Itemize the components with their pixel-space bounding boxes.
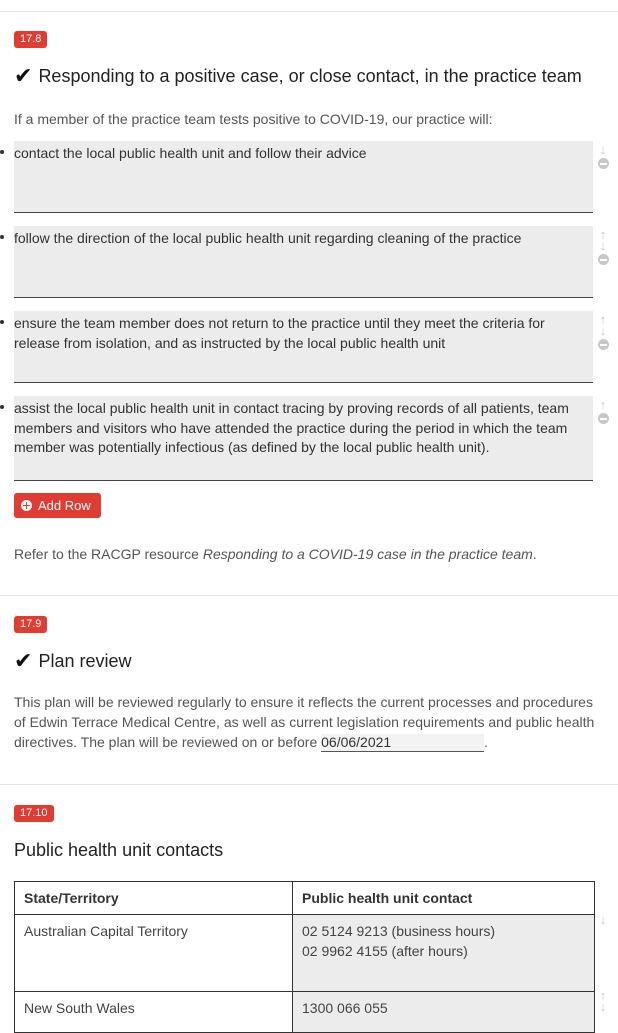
section-number-badge: 17.8 xyxy=(14,31,47,48)
reference-text xyxy=(14,544,537,564)
row-text[interactable]: follow the direction of the local public health unit regarding cleaning of the practice xyxy=(14,230,522,246)
remove-row-icon[interactable] xyxy=(598,413,609,424)
contact-line: 1300 066 055 xyxy=(302,1000,388,1016)
move-down-icon[interactable]: ↓ xyxy=(599,238,607,253)
row-controls xyxy=(596,912,610,927)
remove-row-icon[interactable] xyxy=(598,254,609,265)
row-text[interactable]: contact the local public health unit and follow their advice xyxy=(14,145,367,161)
row-controls xyxy=(596,988,610,1014)
section-divider xyxy=(0,784,618,785)
remove-row-icon[interactable] xyxy=(598,339,609,350)
section-intro: If a member of the practice team tests positive to COVID-19, our practice will: xyxy=(14,111,493,127)
section-title xyxy=(14,65,582,87)
contact-line: 02 5124 9213 (business hours) xyxy=(302,923,496,939)
row-controls xyxy=(596,397,610,424)
move-down-icon[interactable]: ↓ xyxy=(599,912,607,927)
row-text[interactable]: ensure the team member does not return to the practice until they meet the criteria for release from isolation, and as instructed by the local public health unit xyxy=(14,315,545,351)
checkmark-icon: ✔ xyxy=(14,648,33,673)
contact-cell[interactable] xyxy=(293,992,594,1032)
move-up-icon[interactable]: ↑ xyxy=(599,988,607,1003)
section-title xyxy=(14,650,131,672)
row-controls xyxy=(596,312,610,350)
column-header-contact: Public health unit contact xyxy=(302,890,473,906)
contacts-table xyxy=(14,881,595,1033)
move-down-icon[interactable]: ↓ xyxy=(599,323,607,338)
row-text[interactable]: assist the local public health unit in contact tracing by proving records of all patients, team members and visitors who have attended the practice during the period in which the team member was potentially infectious (as defined by the local public health unit). xyxy=(14,400,569,455)
reference-suffix: . xyxy=(532,546,537,562)
section-number-badge: 17.9 xyxy=(14,616,47,633)
list-row-field[interactable] xyxy=(14,396,593,481)
bullet-icon xyxy=(0,150,4,154)
row-controls xyxy=(596,142,610,169)
section-title xyxy=(14,840,223,861)
move-up-icon[interactable]: ↑ xyxy=(599,312,607,327)
bullet-icon xyxy=(0,320,4,324)
move-down-icon[interactable]: ↓ xyxy=(599,999,607,1014)
bullet-icon xyxy=(0,235,4,239)
move-up-icon[interactable]: ↑ xyxy=(599,227,607,242)
list-row-field[interactable] xyxy=(14,311,593,383)
list-row-field[interactable] xyxy=(14,141,593,213)
move-down-icon[interactable]: ↓ xyxy=(599,142,607,157)
state-cell: New South Wales xyxy=(15,992,293,1032)
reference-title: Responding to a COVID-19 case in the practice team xyxy=(202,546,533,562)
plan-review-end: . xyxy=(484,734,489,750)
remove-row-icon[interactable] xyxy=(598,158,609,169)
contact-cell[interactable] xyxy=(293,915,594,991)
plan-review-body: This plan will be reviewed regularly to ensure it reflects the current processes and procedures of Edwin Terrace Medical Centre, as well as current legislation requirements and public health directives. The plan will be reviewed on or before xyxy=(14,694,595,750)
column-header-state: State/Territory xyxy=(15,882,293,914)
section-title-text: Responding to a positive case, or close contact, in the practice team xyxy=(38,65,582,86)
bullet-icon xyxy=(0,405,4,409)
list-row-field[interactable] xyxy=(14,226,593,298)
plus-icon xyxy=(21,500,32,511)
section-number-badge: 17.10 xyxy=(14,805,54,822)
add-row-label: Add Row xyxy=(38,498,91,513)
checkmark-icon: ✔ xyxy=(14,63,33,88)
table-header-row xyxy=(15,882,594,915)
section-divider xyxy=(0,595,618,596)
table-row xyxy=(15,992,594,1033)
section-title-text: Plan review xyxy=(38,650,132,671)
review-date-input[interactable]: 06/06/2021 xyxy=(321,734,484,752)
state-cell: Australian Capital Territory xyxy=(15,915,293,991)
section-divider xyxy=(0,11,618,12)
move-up-icon[interactable]: ↑ xyxy=(599,397,607,412)
section-title-text: Public health unit contacts xyxy=(14,840,224,860)
reference-prefix: Refer to the RACGP resource xyxy=(14,546,203,562)
plan-review-text xyxy=(14,692,599,752)
table-row xyxy=(15,915,594,992)
add-row-button[interactable] xyxy=(14,493,101,518)
contact-line: 02 9962 4155 (after hours) xyxy=(302,943,468,959)
row-controls xyxy=(596,227,610,265)
